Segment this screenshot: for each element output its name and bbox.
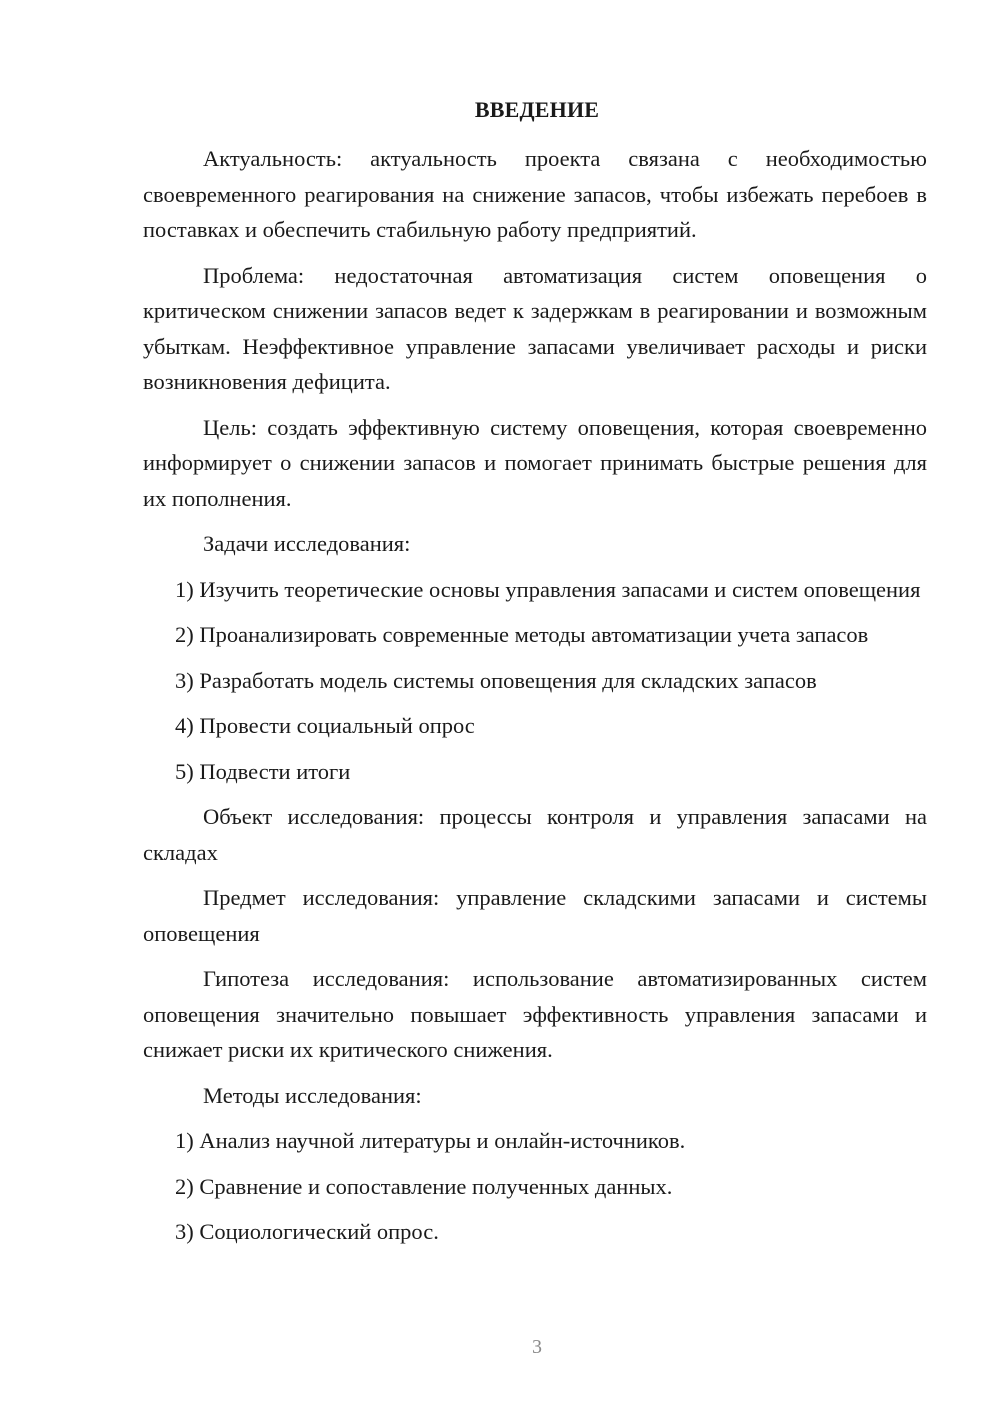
paragraph-methods-heading: Методы исследования:: [203, 1082, 422, 1108]
paragraph-hypothesis: Гипотеза исследования: использование автоматизированных систем оповещения значительно повышает эффективность управления запасами и снижает риски их критического снижения.: [143, 966, 927, 1062]
paragraph-object: Объект исследования: процессы контроля и управления запасами на складах: [143, 804, 927, 865]
paragraph-relevance: Актуальность: актуальность проекта связана с необходимостью своевременного реагирования на снижение запасов, чтобы избежать перебоев в поставках и обеспечить стабильную работу предприятий.: [143, 146, 927, 242]
list-item-method-2: 2) Сравнение и сопоставление полученных данных.: [175, 1173, 673, 1199]
paragraph-subject: Предмет исследования: управление складскими запасами и системы оповещения: [143, 885, 927, 946]
list-item-task-4: 4) Провести социальный опрос: [175, 713, 475, 738]
paragraph-problem: Проблема: недостаточная автоматизация систем оповещения о критическом снижении запасов ведет к задержкам в реагировании и возможным убыткам. Неэффективное управление запасами увеличивает расходы и риски возникновения дефицита.: [143, 262, 927, 394]
list-item-method-1: 1) Анализ научной литературы и онлайн-источников.: [175, 1128, 686, 1153]
document-body: [143, 141, 927, 1260]
list-item-task-1: 1) Изучить теоретические основы управления запасами и систем оповещения: [175, 576, 921, 602]
list-item-task-3: 3) Разработать модель системы оповещения для складских запасов: [175, 667, 817, 693]
page-number: 3: [532, 1336, 542, 1358]
list-item-task-5: 5) Подвести итоги: [175, 758, 351, 784]
list-item-method-3: 3) Социологический опрос.: [175, 1219, 439, 1244]
paragraph-tasks-heading: Задачи исследования:: [203, 531, 411, 556]
list-item-task-2: 2) Проанализировать современные методы автоматизации учета запасов: [175, 622, 869, 647]
page-title: ВВЕДЕНИЕ: [474, 97, 600, 122]
paragraph-goal: Цель: создать эффективную систему оповещения, которая своевременно информирует о снижении запасов и помогает принимать быстрые решения для их пополнения.: [143, 414, 927, 511]
